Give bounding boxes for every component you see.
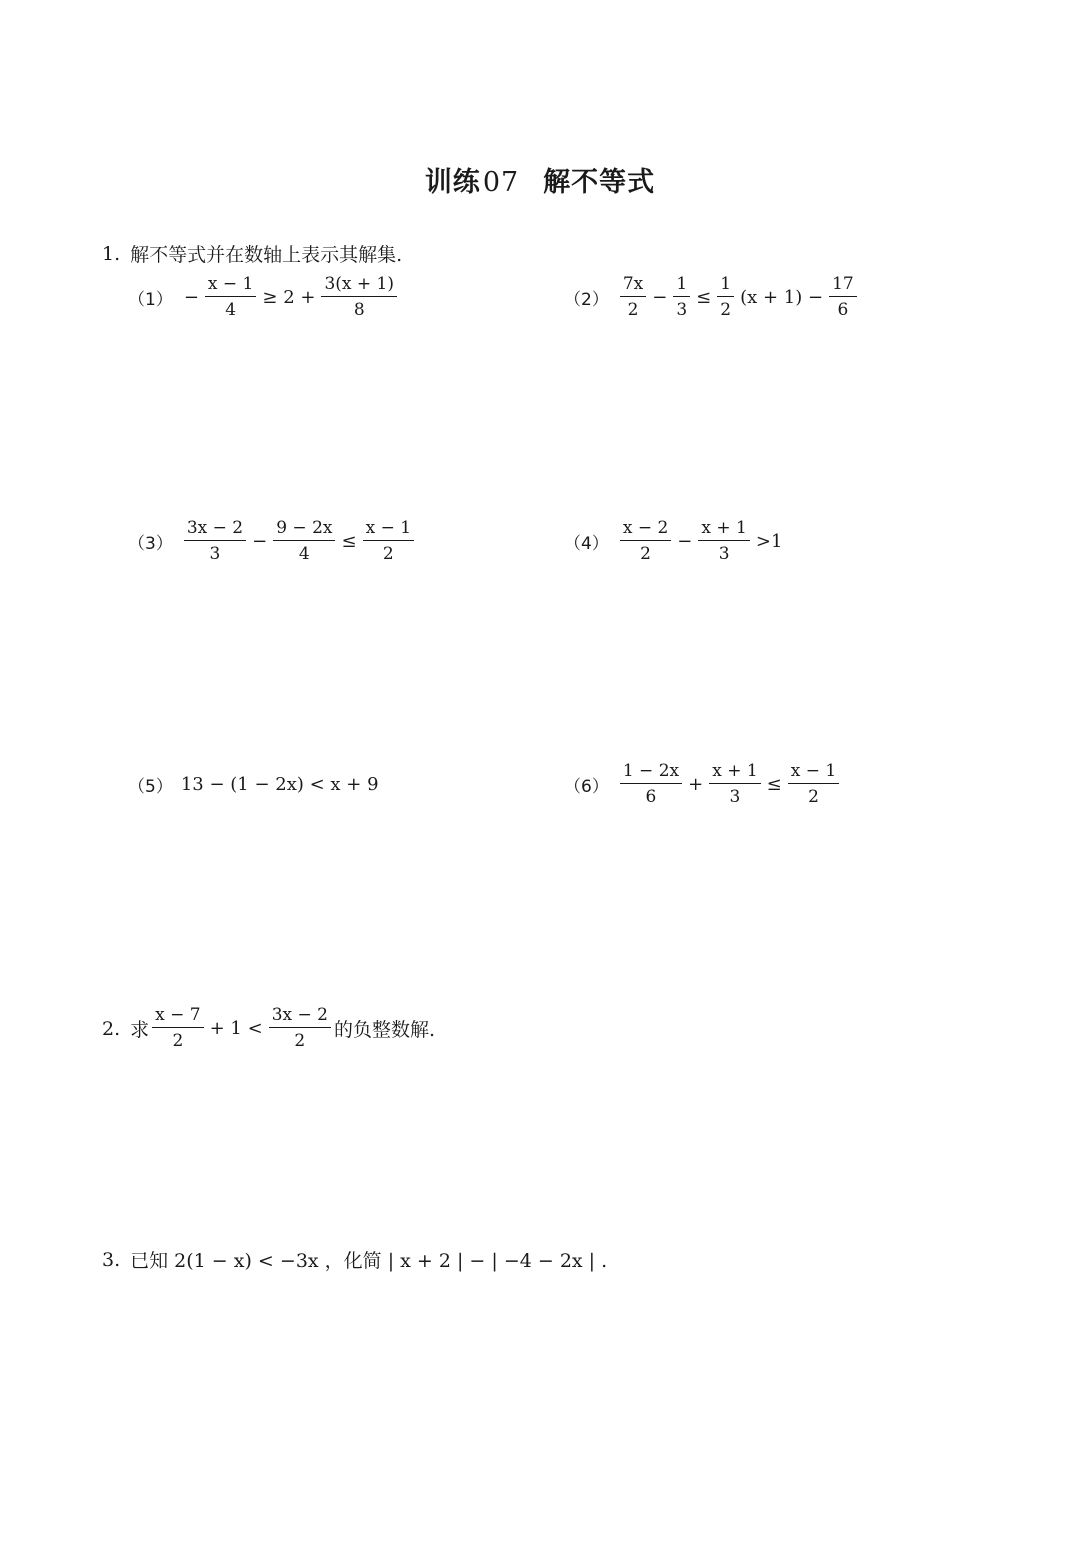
title-topic: 解不等式 [543, 167, 656, 198]
operator: ≥ 2 + [262, 287, 316, 308]
numerator: 1 − 2x [620, 763, 682, 784]
title-text: 训练 [424, 167, 481, 198]
denominator: 2 [720, 300, 732, 320]
denominator: 2 [172, 1031, 184, 1051]
title-number: 07 [482, 167, 520, 198]
fraction [269, 1007, 331, 1050]
denominator: 4 [225, 300, 237, 320]
fraction [717, 276, 734, 319]
expression: 13 − (1 − 2x) < x + 9 [180, 774, 379, 795]
problem-label: （5） [128, 777, 173, 797]
numerator: 7x [620, 276, 646, 297]
operator: ≤ [341, 531, 357, 552]
denominator: 2 [808, 787, 819, 807]
denominator: 8 [353, 300, 365, 320]
question-prompt: 解不等式并在数轴上表示其解集. [130, 244, 403, 266]
fraction [152, 1007, 203, 1050]
denominator: 6 [837, 300, 849, 320]
minus-sign: − [183, 287, 199, 308]
problem-label: （4） [564, 534, 609, 554]
numerator: 1 [673, 276, 690, 297]
operator: − [652, 287, 668, 308]
fraction [709, 763, 760, 806]
denominator: 2 [627, 300, 639, 320]
operator: − [252, 531, 268, 552]
numerator: x + 1 [698, 520, 749, 541]
question-number: 2. [102, 1017, 121, 1040]
numerator: 17 [829, 276, 857, 297]
denominator: 3 [718, 544, 730, 564]
operator: + 1 < [209, 1018, 263, 1039]
operator: ≤ [696, 287, 712, 308]
problem-label: （3） [128, 534, 173, 554]
question-suffix: 的负整数解. [333, 1019, 436, 1041]
numerator: x − 1 [788, 763, 839, 784]
operator: ≤ [766, 774, 782, 795]
denominator: 2 [294, 1031, 306, 1051]
fraction [829, 276, 857, 319]
question-number: 3. [102, 1248, 121, 1271]
operator: − [677, 531, 693, 552]
question-2 [102, 1007, 435, 1050]
page-title [0, 160, 1080, 199]
numerator: x + 1 [709, 763, 760, 784]
denominator: 4 [298, 544, 310, 564]
fraction [620, 763, 682, 806]
problem-1-3 [128, 520, 417, 563]
problem-label: （2） [564, 290, 609, 310]
problem-1-5 [128, 772, 379, 797]
expression-tail: >1 [755, 531, 783, 552]
problem-label: （1） [128, 290, 173, 310]
numerator: x − 1 [363, 520, 414, 541]
question-number: 1. [102, 242, 121, 265]
expression-middle: (x + 1) − [740, 287, 824, 308]
numerator: 1 [717, 276, 734, 297]
numerator: x − 1 [205, 276, 256, 297]
fraction [205, 276, 256, 319]
numerator: x − 7 [152, 1007, 203, 1028]
fraction [698, 520, 749, 563]
fraction [273, 520, 335, 563]
problem-1-1 [128, 276, 400, 319]
fraction [363, 520, 414, 563]
denominator: 6 [645, 787, 657, 807]
fraction [184, 520, 246, 563]
question-1 [102, 240, 402, 267]
question-prefix: 求 [130, 1019, 150, 1041]
denominator: 3 [209, 544, 221, 564]
numerator: x − 2 [620, 520, 671, 541]
denominator: 2 [382, 544, 394, 564]
numerator: 9 − 2x [273, 520, 335, 541]
numerator: 3x − 2 [184, 520, 246, 541]
question-text: 已知 2(1 − x) < −3x ，化简 | x + 2 | − | −4 − 2x | . [130, 1250, 608, 1272]
problem-1-4 [564, 520, 785, 563]
problem-label: （6） [564, 777, 609, 797]
fraction [321, 276, 397, 319]
operator: + [688, 774, 704, 795]
numerator: 3x − 2 [269, 1007, 331, 1028]
fraction [620, 276, 646, 319]
fraction [620, 520, 671, 563]
question-3 [102, 1246, 607, 1273]
fraction [788, 763, 839, 806]
problem-1-6 [564, 763, 842, 806]
denominator: 3 [676, 300, 688, 320]
problem-1-2 [564, 276, 860, 319]
denominator: 2 [640, 544, 651, 564]
fraction [673, 276, 690, 319]
denominator: 3 [729, 787, 741, 807]
numerator: 3(x + 1) [321, 276, 397, 297]
